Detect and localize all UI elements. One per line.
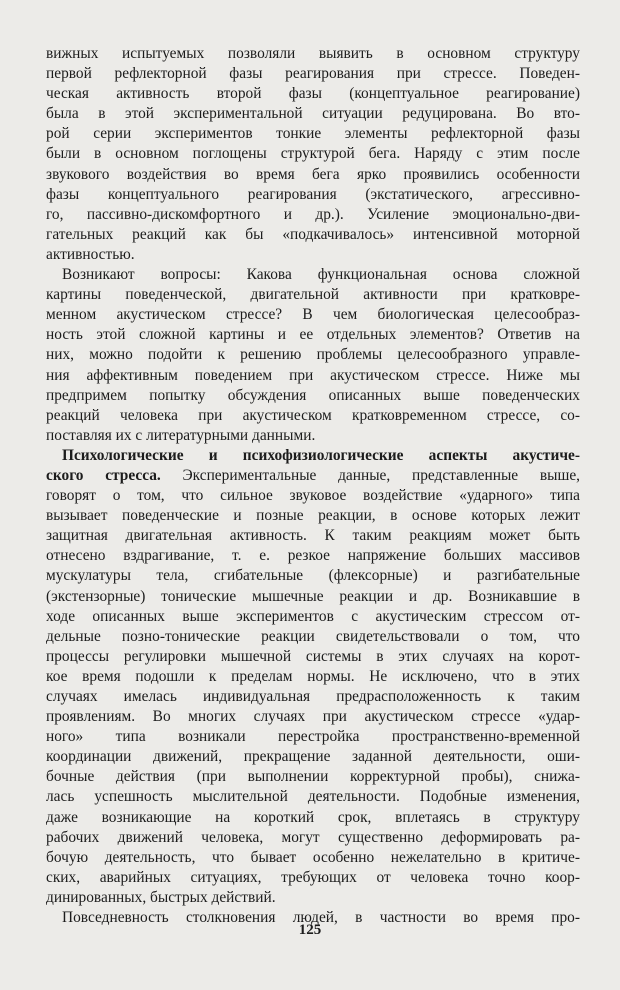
line-text: го, пассивно-дискомфортного и др.). Усиление эмоционально-дви-: [46, 205, 580, 223]
line-text: Повседневность столкновения людей, в частности во время про-: [62, 909, 580, 927]
line-text: процессы регулировки мышечной системы в этих случаях на корот-: [46, 647, 580, 665]
line-text: ность этой сложной картины и ее отдельных элементов? Ответив на: [46, 326, 580, 344]
text-line: [46, 366, 580, 386]
line-text: бочую деятельность, что бывает особенно нежелательно в критиче-: [46, 848, 580, 866]
text-line: [46, 647, 580, 667]
text-line: [46, 185, 580, 205]
text-line: [46, 486, 580, 506]
text-line: [46, 446, 580, 466]
line-text: гательных реакций как бы «подкачивалось» интенсивной моторной: [46, 225, 580, 243]
line-text: вижных испытуемых позволяли выявить в основном структуру: [46, 45, 580, 62]
text-line: [46, 506, 580, 526]
text-line: [46, 607, 580, 627]
line-text: ния аффективным поведением при акустическом стрессе. Ниже мы: [46, 366, 580, 384]
line-text: первой рефлекторной фазы реагирования при стрессе. Поведен-: [46, 65, 580, 83]
section-heading: ского стресса.: [46, 466, 161, 484]
line-text: поставляя их с литературными данными.: [46, 426, 316, 444]
text-line: [46, 426, 580, 446]
line-text: защитная двигательная активность. К таким реакциям может быть: [46, 527, 580, 545]
line-text: ходе описанных выше экспериментов с акустическим стрессом от-: [46, 607, 580, 625]
text-line: [46, 546, 580, 566]
text-line: [46, 265, 580, 285]
text-line: [46, 104, 580, 124]
line-text: звукового воздействия во время бега ярко проявились особенности: [46, 165, 580, 183]
text-line: [46, 667, 580, 687]
line-text: Возникают вопросы: Какова функциональная основа сложной: [62, 266, 580, 284]
text-line: [46, 566, 580, 586]
line-text: рабочих движений человека, могут существенно деформировать ра-: [46, 828, 580, 846]
line-text: предпримем попытку обсуждения описанных выше поведенческих: [46, 386, 580, 404]
text-line: [46, 205, 580, 225]
text-line: [46, 767, 580, 787]
text-line: [46, 144, 580, 164]
text-line: [46, 587, 580, 607]
line-text: ских, аварийных ситуациях, требующих от человека точно коор-: [46, 868, 580, 886]
line-text: динированных, быстрых действий.: [46, 888, 276, 906]
text-line: [46, 687, 580, 707]
line-text: была в этой экспериментальной ситуации редуцирована. Во вто-: [46, 105, 580, 123]
text-line: [46, 325, 580, 345]
text-line: [46, 868, 580, 888]
line-text: менном акустическом стрессе? В чем биологическая целесообраз-: [46, 306, 580, 324]
page-number: 125: [298, 922, 322, 938]
text-line: [46, 225, 580, 245]
text-line: [46, 466, 580, 486]
text-line: [46, 345, 580, 365]
line-text: Экспериментальные данные, представленные выше,: [160, 466, 581, 484]
text-line: [46, 848, 580, 868]
text-line: [46, 747, 580, 767]
line-text: говорят о том, что сильное звуковое воздействие «ударного» типа: [46, 487, 580, 505]
text-line: [46, 44, 580, 64]
section-heading: Психологические и психофизиологические аспекты акустиче-: [62, 446, 580, 464]
line-text: координации движений, прекращение заданной деятельности, оши-: [46, 748, 580, 766]
line-text: проявлениям. Во многих случаях при акустическом стрессе «удар-: [46, 708, 580, 726]
body-text: [46, 44, 580, 928]
text-line: [46, 828, 580, 848]
text-line: [46, 707, 580, 727]
text-line: [46, 406, 580, 426]
line-text: отнесено вздрагивание, т. е. резкое напряжение больших массивов: [46, 547, 580, 565]
text-line: [46, 305, 580, 325]
line-text: ческая активность второй фазы (концептуальное реагирование): [46, 85, 580, 103]
text-line: [46, 808, 580, 828]
text-line: [46, 285, 580, 305]
line-text: фазы концептуального реагирования (экстатического, агрессивно-: [46, 185, 580, 203]
line-text: кое время подошли к пределам нормы. Не исключено, что в этих: [46, 667, 580, 685]
line-text: были в основном поглощены структурой бега. Наряду с этим после: [46, 145, 580, 163]
text-line: [46, 627, 580, 647]
text-line: [46, 64, 580, 84]
line-text: мускулатуры тела, сгибательные (флексорные) и разгибательные: [46, 567, 580, 585]
line-text: случаях имелась индивидуальная предрасположенность к таким: [46, 688, 580, 705]
text-line: [46, 84, 580, 104]
text-line: [46, 787, 580, 807]
text-line: [46, 165, 580, 185]
text-line: [46, 727, 580, 747]
text-line: [46, 245, 580, 265]
line-text: (экстензорные) тонические мышечные реакции и др. Возникавшие в: [46, 587, 580, 605]
line-text: картины поведенческой, двигательной активности при кратковре-: [46, 286, 580, 304]
text-line: [46, 124, 580, 144]
line-text: рой серии экспериментов тонкие элементы рефлекторной фазы: [46, 125, 580, 143]
line-text: них, можно подойти к решению проблемы целесообразного управле-: [46, 346, 580, 364]
text-line: [46, 386, 580, 406]
line-text: дельные позно-тонические реакции свидетельствовали о том, что: [46, 627, 580, 645]
line-text: вызывает поведенческие и позные реакции, в основе которых лежит: [46, 507, 580, 525]
text-line: [46, 526, 580, 546]
line-text: реакций человека при акустическом кратковременном стрессе, со-: [46, 406, 580, 424]
line-text: активностью.: [46, 245, 135, 263]
line-text: ного» типа возникали перестройка пространственно-временной: [46, 728, 580, 746]
text-line: [46, 888, 580, 908]
line-text: бочные действия (при выполнении корректурной пробы), снижа-: [46, 768, 580, 786]
line-text: лась успешность мыслительной деятельности. Подобные изменения,: [46, 788, 580, 806]
line-text: даже возникающие на короткий срок, вплетаясь в структуру: [46, 808, 580, 826]
